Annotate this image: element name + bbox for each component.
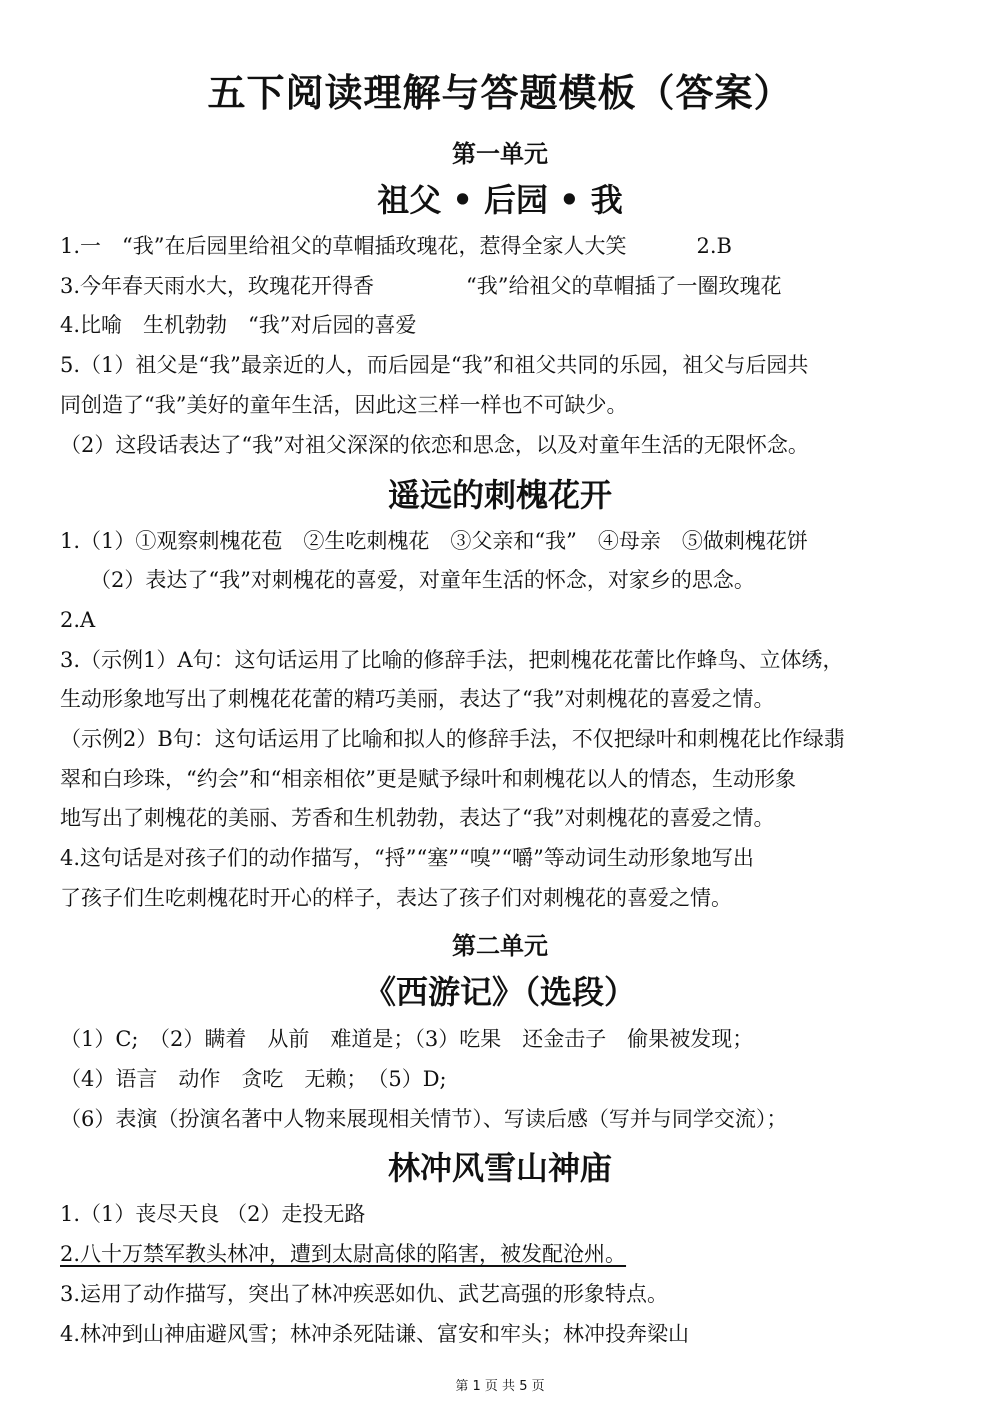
answer-line: 4.这句话是对孩子们的动作描写，“捋”“塞”“嗅”“嚼”等动词生动形象地写出	[60, 846, 754, 870]
answer-line: 4.比喻 生机勃勃 “我”对后园的喜爱	[60, 313, 417, 337]
answer-line: 1.一 “我”在后园里给祖父的草帽插玫瑰花，惹得全家人大笑 2.B	[60, 234, 732, 258]
answer-line: （2）表达了“我”对刺槐花的喜爱，对童年生活的怀念，对家乡的思念。	[90, 568, 755, 592]
answer-line: 翠和白珍珠，“约会”和“相亲相依”更是赋予绿叶和刺槐花以人的情态，生动形象	[60, 767, 796, 791]
section-heading-xiyouji: 《西游记》（选段）	[363, 973, 636, 1011]
answer-line: 了孩子们生吃刺槐花时开心的样子，表达了孩子们对刺槐花的喜爱之情。	[60, 886, 732, 910]
answer-line: 地写出了刺槐花的美丽、芳香和生机勃勃，表达了“我”对刺槐花的喜爱之情。	[60, 806, 775, 830]
section-heading-cihuai: 遥远的刺槐花开	[387, 476, 612, 514]
answer-line: 3.今年春天雨水大，玫瑰花开得香 “我”给祖父的草帽插了一圈玫瑰花	[60, 274, 782, 298]
answer-line: 3.（示例1）A句：这句话运用了比喻的修辞手法，把刺槐花花蕾比作蜂鸟、立体绣，	[60, 648, 844, 672]
answer-line: 2.A	[60, 608, 96, 632]
answer-line: 3.运用了动作描写，突出了林冲疾恶如仇、武艺高强的形象特点。	[60, 1282, 669, 1306]
answer-line-underlined: 2.八十万禁军教头林冲，遭到太尉高俅的陷害，被发配沧州。	[60, 1242, 627, 1266]
answer-line: 4.林冲到山神庙避风雪；林冲杀死陆谦、富安和牢头；林冲投奔梁山	[60, 1322, 690, 1346]
answer-line: 1.（1）丧尽天良 （2）走投无路	[60, 1202, 366, 1226]
page-footer: 第 1 页 共 5 页	[455, 1379, 545, 1394]
answer-line: 5.（1）祖父是“我”最亲近的人，而后园是“我”和祖父共同的乐园，祖父与后园共	[60, 353, 809, 377]
answer-line: 同创造了“我”美好的童年生活，因此这三样一样也不可缺少。	[60, 393, 628, 417]
section-heading-zufu: 祖父 • 后园 • 我	[377, 181, 623, 219]
page-title: 五下阅读理解与答题模板（答案）	[207, 71, 793, 115]
answer-line: （2）这段话表达了“我”对祖父深深的依恋和思念，以及对童年生活的无限怀念。	[60, 433, 809, 457]
answer-line: 1.（1）①观察刺槐花苞 ②生吃刺槐花 ③父亲和“我” ④母亲 ⑤做刺槐花饼	[60, 529, 808, 553]
unit-heading-2: 第二单元	[452, 932, 548, 960]
answer-line: （示例2）B句：这句话运用了比喻和拟人的修辞手法，不仅把绿叶和刺槐花比作绿翡	[60, 727, 845, 751]
unit-heading-1: 第一单元	[452, 140, 548, 168]
answer-line: （1）C; （2）瞒着 从前 难道是；（3）吃果 还金击子 偷果被发现；	[60, 1027, 754, 1051]
answer-line: 生动形象地写出了刺槐花花蕾的精巧美丽，表达了“我”对刺槐花的喜爱之情。	[60, 687, 775, 711]
answer-line: （4）语言 动作 贪吃 无赖； （5）D;	[60, 1067, 447, 1091]
section-heading-linchong: 林冲风雪山神庙	[387, 1149, 612, 1187]
answer-line: （6）表演（扮演名著中人物来展现相关情节）、写读后感（写并与同学交流）；	[60, 1107, 788, 1131]
